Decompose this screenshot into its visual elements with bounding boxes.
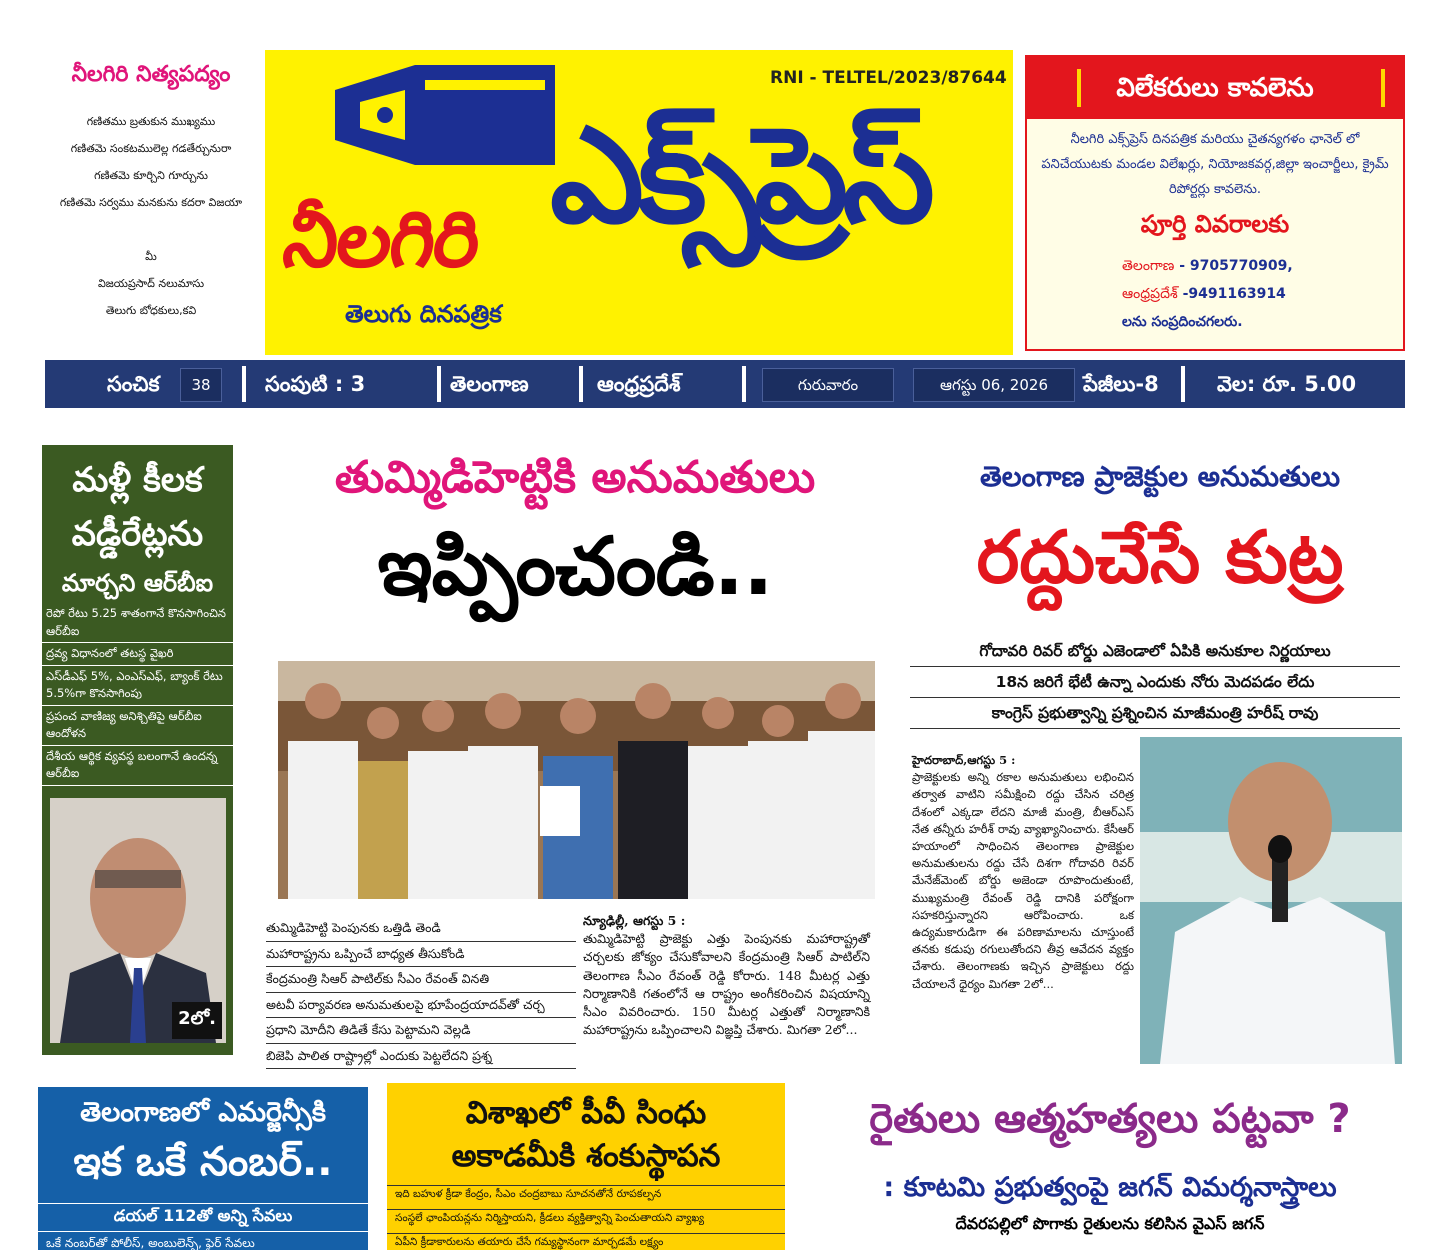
emergency-story: [38, 1087, 368, 1250]
ad-footer: లను సంప్రదించగలరు.: [1122, 314, 1243, 330]
rbi-point: ప్రపంచ వాణిజ్య అనిశ్చితిపై ఆర్‌బీఐ ఆందోళన: [42, 706, 233, 746]
farmers-subhead: : కూటమి ప్రభుత్వంపై జగన్ విమర్శనాస్త్రాలు: [883, 1172, 1337, 1203]
date: ఆగస్టు 06, 2026: [913, 368, 1075, 402]
poem-line: విజయప్రసాద్ నలుమాసు: [97, 277, 205, 290]
poem-box: [40, 52, 262, 352]
volume: సంపుటి : 3: [265, 372, 366, 396]
center-article-body: తుమ్మిడిహెట్టి ప్రాజెక్టు ఎత్తు పెంపునకు మహారాష్ట్రతో చర్చలకు జోక్యం చేసుకోవాలని కేంద్రమంత్రి సిఆర్ పాటిల్‌ని తెలంగాణ సీఎం రేవంత్ రెడ్డి కోరారు. 148 మీటర్ల ఎత్తు నిర్మాణానికి గతంలోనే ఆ రాష్ట్రం అంగీకరించిన విషయాన్ని సీఎం వివరించారు. 150 మీటర్ల ఎత్తుతో నిర్మాణానికి మహారాష్ట్రను ఒప్పించాలని విజ్ఞప్తి చేశారు. మిగతా 2లో...: [583, 931, 870, 1038]
rbi-subheadline: మార్చని ఆర్‌బీఐ: [61, 569, 214, 597]
bullet-point: మహారాష్ట్రను ఒప్పించే బాధ్యత తీసుకోండి: [266, 942, 576, 968]
meeting-photo: [278, 661, 875, 899]
right-kicker: తెలంగాణ ప్రాజెక్టుల అనుమతులు: [979, 460, 1341, 493]
center-headline: ఇప్పించండి..: [377, 520, 773, 613]
right-article-body: ప్రాజెక్టులకు అన్ని రకాల అనుమతులు లభించిన తర్వాత వాటిని సమీక్షించి రద్దు చేసిన చరిత్ర దేశంలో ఎక్కడా లేదని మాజీ మంత్రి, బీఆర్ఎస్ నేత తన్నీరు హరీశ్ రావు వ్యాఖ్యానించారు. కేసీఆర్ హయాంలో సాధించిన తెలంగాణ ప్రాజెక్టుల అనుమతులను రద్దు చేసే దిశగా గోదావరి రివర్ మేనేజ్‌మెంట్ బోర్డు అజెండా రూపొందుతుంటే, ముఖ్యమంత్రి రేవంత్ రెడ్డి దానికి పరోక్షంగా సహకరిస్తున్నారని ఆరోపించారు. ఒక ఉద్యమకారుడిగా ఈ పరిణామాలను చూస్తుంటే తనకు కడుపు రగులుతోందని తీవ్ర ఆవేదన వ్యక్తం చేశారు. తెలంగాణకు ఇచ్చిన ప్రాజెక్టులు రద్దు చేయాలనే ధైర్యం మిగతా 2లో...: [912, 770, 1134, 991]
divider: [1181, 366, 1185, 402]
bullet-point: బిజెపి పాలిత రాష్ట్రాల్లో ఎందుకు పెట్టలేదని ప్రశ్న: [266, 1044, 576, 1070]
sindhu-headline-2: అకాడమీకి శంకుస్థాపన: [451, 1138, 721, 1174]
rbi-point: దేశీయ ఆర్థిక వ్యవస్థ బలంగానే ఉందన్న ఆర్‌బీఐ: [42, 746, 233, 786]
divider: [579, 366, 583, 402]
masthead-tagline: తెలుగు దినపత్రిక: [345, 300, 502, 328]
state-andhra: ఆంధ్రప్రదేశ్: [597, 372, 681, 396]
rbi-point: రెపో రేటు 5.25 శాతంగానే కొనసాగించిన ఆర్‌బీఐ: [42, 603, 233, 643]
ad-phone-state: తెలంగాణ: [1122, 258, 1175, 274]
poem-title: నీలగిరి నిత్యపద్యం: [71, 62, 231, 87]
ad-phone-2: [1027, 280, 1403, 308]
right-subhead: గోదావరి రివర్ బోర్డు ఎజెండాలో ఏపికి అనుకూల నిర్ణయాలు: [910, 636, 1400, 667]
ad-body: నీలగిరి ఎక్స్‌ప్రెస్ దినపత్రిక మరియు చైతన్యగళం ఛానెల్ లో పనిచేయుటకు మండల విలేఖర్లు, నియోజకవర్గ,జిల్లా ఇంచార్జీలు, క్రైమ్ రిపోర్టర్లు కావలెను.: [1041, 132, 1389, 197]
harish-rao-photo: [1140, 737, 1402, 1064]
issue-label: సంచిక: [107, 372, 160, 396]
poem-line: గణితమె సంకటములెల్ల గడతేర్చునురా: [70, 142, 232, 155]
center-article: [583, 912, 870, 1039]
masthead: [265, 50, 1013, 355]
bullet-point: తుమ్మిడిహెట్టి పెంపునకు ఒత్తిడి తెండి: [266, 916, 576, 942]
emergency-headline: ఇక ఒకే నంబర్..: [73, 1139, 333, 1185]
masthead-name-part2: ఎక్స్‌ప్రెస్: [550, 99, 929, 253]
bullet-point: కేంద్రమంత్రి సిఆర్ పాటిల్‌కు సీఎం రేవంత్ వినతి: [266, 967, 576, 993]
rbi-governor-photo: [50, 798, 226, 1043]
sindhu-point: సంస్థలే ఛాంపియన్లను నిర్మిస్తాయని, క్రీడలు వ్యక్తిత్వాన్ని పెంచుతాయని వ్యాఖ్య: [387, 1209, 785, 1229]
poem-line: [40, 216, 262, 243]
divider: [742, 366, 746, 402]
divider: [437, 366, 441, 402]
bullet-point: ప్రధాని మోదీని తిడితే కేసు పెట్టామని వెల్లడి: [266, 1018, 576, 1044]
emergency-point: ఒకే నంబర్‌తో పోలీస్, అంబులెన్స్, ఫైర్ సేవలు: [46, 1236, 255, 1250]
emergency-subhead: డయల్ 112తో అన్ని సేవలు: [38, 1203, 368, 1232]
right-headline: రద్దుచేసే కుట్ర: [976, 515, 1344, 599]
farmers-headline: రైతులు ఆత్మహత్యలు పట్టవా ?: [869, 1096, 1351, 1142]
recruitment-ad: [1025, 55, 1405, 351]
ad-phone-number: - 9705770909,: [1174, 258, 1293, 274]
bullet-point: అటవీ పర్యావరణ అనుమతులపై భూపేంద్రయాదవ్‌తో చర్చ: [266, 993, 576, 1019]
ad-more-details: పూర్తి వివరాలకు: [1140, 210, 1290, 238]
poem-line: గణితము బ్రతుకున ముఖ్యము: [86, 115, 216, 128]
right-subheads: [910, 636, 1400, 729]
issue-number: 38: [180, 368, 222, 402]
sindhu-point: ఇది బహుళ క్రీడా కేంద్రం, సీఎం చంద్రబాబు సూచనతోనే రూపకల్పన: [387, 1185, 785, 1205]
poem-line: మీ: [145, 250, 157, 263]
divider: [242, 366, 246, 402]
ad-phone-1: [1027, 252, 1403, 280]
ad-phone-number: -9491163914: [1177, 286, 1286, 302]
info-bar: [45, 360, 1405, 408]
center-bullets: [266, 916, 576, 1069]
ad-phone-state: ఆంధ్రప్రదేశ్: [1122, 286, 1178, 302]
rni-number: RNI - TELTEL/2023/87644: [770, 68, 1007, 88]
price: వెల: రూ. 5.00: [1217, 372, 1357, 396]
center-kicker: తుమ్మిడిహెట్టికి అనుమతులు: [334, 452, 816, 503]
emergency-kicker: తెలంగాణలో ఎమర్జెన్సీకి: [80, 1097, 326, 1128]
farmers-subhead-2: దేవరపల్లిలో పొగాకు రైతులను కలిసిన వైఎస్ జగన్: [955, 1214, 1265, 1233]
rbi-point: ఎస్‌డీఎఫ్ 5%, ఎంఎస్ఎఫ్, బ్యాంక్ రేటు 5.5%గా కొనసాగింపు: [42, 666, 233, 706]
poem-line: గణితమె కూర్చిని గూర్చును: [94, 169, 208, 182]
rbi-headline: మళ్లీ కీలక వడ్డీరేట్లను: [71, 460, 204, 554]
sindhu-headline-1: విశాఖలో పీవీ సింధు: [465, 1095, 707, 1131]
rbi-page-tag: 2లో.: [172, 1002, 222, 1039]
right-subhead: కాంగ్రెస్ ప్రభుత్వాన్ని ప్రశ్నించిన మాజీమంత్రి హరీష్ రావు: [910, 698, 1400, 729]
day: గురువారం: [762, 368, 894, 402]
page-count: పేజీలు-8: [1083, 372, 1159, 396]
rbi-story: [42, 445, 233, 1055]
masthead-name-part1: నీలగిరి: [278, 195, 485, 285]
right-subhead: 18న జరిగే భేటీ ఉన్నా ఎందుకు నోరు మెదపడం లేదు: [910, 667, 1400, 698]
poem-line: గణితమె సర్వము మనకును కదరా విజయా: [59, 196, 243, 209]
center-dateline: న్యూఢిల్లీ, ఆగస్టు 5 :: [583, 913, 686, 928]
ad-heading: విలేకరులు కావలెను: [1027, 57, 1403, 119]
right-dateline: హైదరాబాద్,ఆగస్టు 5 :: [912, 753, 1016, 767]
state-telangana: తెలంగాణ: [450, 372, 529, 396]
right-article: [912, 752, 1134, 993]
rbi-point: ద్రవ్య విధానంలో తటస్థ వైఖరి: [42, 643, 233, 666]
poem-line: తెలుగు బోధకులు,కవి: [105, 304, 197, 317]
sindhu-point: ఏపీని క్రీడాకారులను తయారు చేసే గమ్యస్థానంగా మార్చడమే లక్ష్యం: [387, 1233, 785, 1253]
sindhu-academy-story: [387, 1083, 785, 1250]
